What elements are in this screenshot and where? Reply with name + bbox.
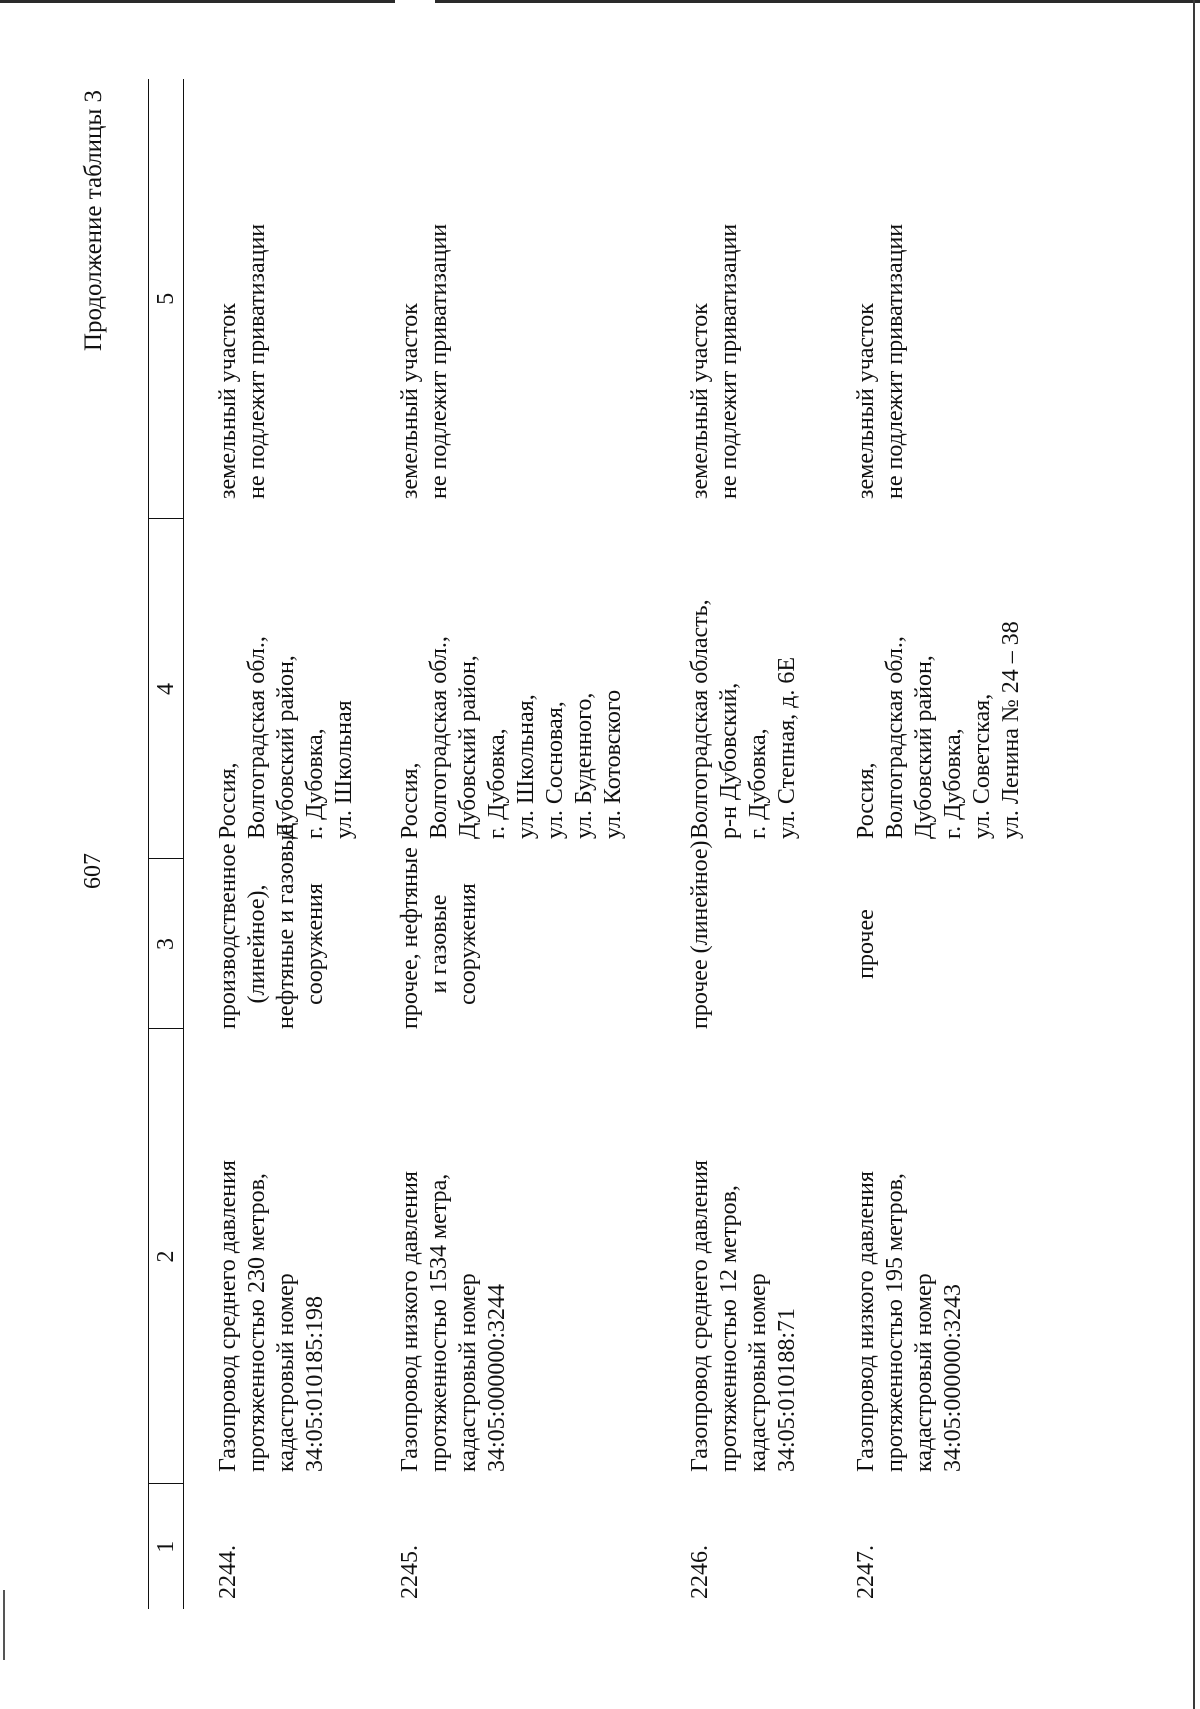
column-header-1: 1	[149, 1484, 184, 1609]
object-kind: прочее, нефтяные и газовые сооружения	[397, 847, 481, 1029]
object-name: Газопровод низкого давления протяженностью 1534 метра, кадастровый номер 34:05:000000:3244	[397, 1171, 510, 1472]
table-row	[184, 79, 397, 1609]
object-address: Россия, Волгоградская обл., Дубовский район, г. Дубовка, ул. Школьная	[215, 636, 357, 839]
table-row	[686, 79, 852, 1609]
object-kind: прочее (линейное)	[687, 840, 713, 1029]
object-note: земельный участок не подлежит приватизации	[853, 223, 908, 499]
row-number: 2247.	[853, 1545, 879, 1599]
table-row	[396, 79, 686, 1609]
header-row	[149, 79, 184, 1609]
row-number: 2245.	[397, 1545, 423, 1599]
object-kind: производственное (линейное), нефтяные и газовые сооружения	[215, 824, 328, 1029]
row-number: 2244.	[215, 1545, 241, 1599]
object-kind: прочее	[853, 909, 879, 979]
object-address: Волгоградская область, р-н Дубовский, г. Дубовка, ул. Степная, д. 6Е	[687, 599, 800, 839]
object-address: Россия, Волгоградская обл., Дубовский район, г. Дубовка, ул. Советская, ул. Ленина № 24 – 38	[853, 621, 1024, 839]
property-table	[148, 79, 1102, 1609]
object-name: Газопровод низкого давления протяженностью 195 метров, кадастровый номер 34:05:000000:3243	[853, 1171, 966, 1472]
column-header-5: 5	[149, 79, 184, 519]
column-header-4: 4	[149, 519, 184, 859]
object-note: земельный участок не подлежит приватизации	[215, 223, 270, 499]
table-continuation-label: Продолжение таблицы 3	[80, 90, 107, 352]
object-name: Газопровод среднего давления протяженностью 12 метров, кадастровый номер 34:05:010188:71	[687, 1160, 800, 1472]
object-address: Россия, Волгоградская обл., Дубовский район, г. Дубовка, ул. Школьная, ул. Сосновая, ул. Буденного, ул. Котовского	[397, 636, 626, 839]
object-name: Газопровод среднего давления протяженностью 230 метров, кадастровый номер 34:05:010185:198	[215, 1160, 328, 1472]
row-number: 2246.	[687, 1545, 713, 1599]
page-number: 607	[80, 853, 106, 889]
object-note: земельный участок не подлежит приватизации	[687, 223, 742, 499]
column-header-3: 3	[149, 859, 184, 1029]
column-header-2: 2	[149, 1029, 184, 1484]
object-note: земельный участок не подлежит приватизации	[397, 223, 452, 499]
table-row	[852, 79, 1102, 1609]
